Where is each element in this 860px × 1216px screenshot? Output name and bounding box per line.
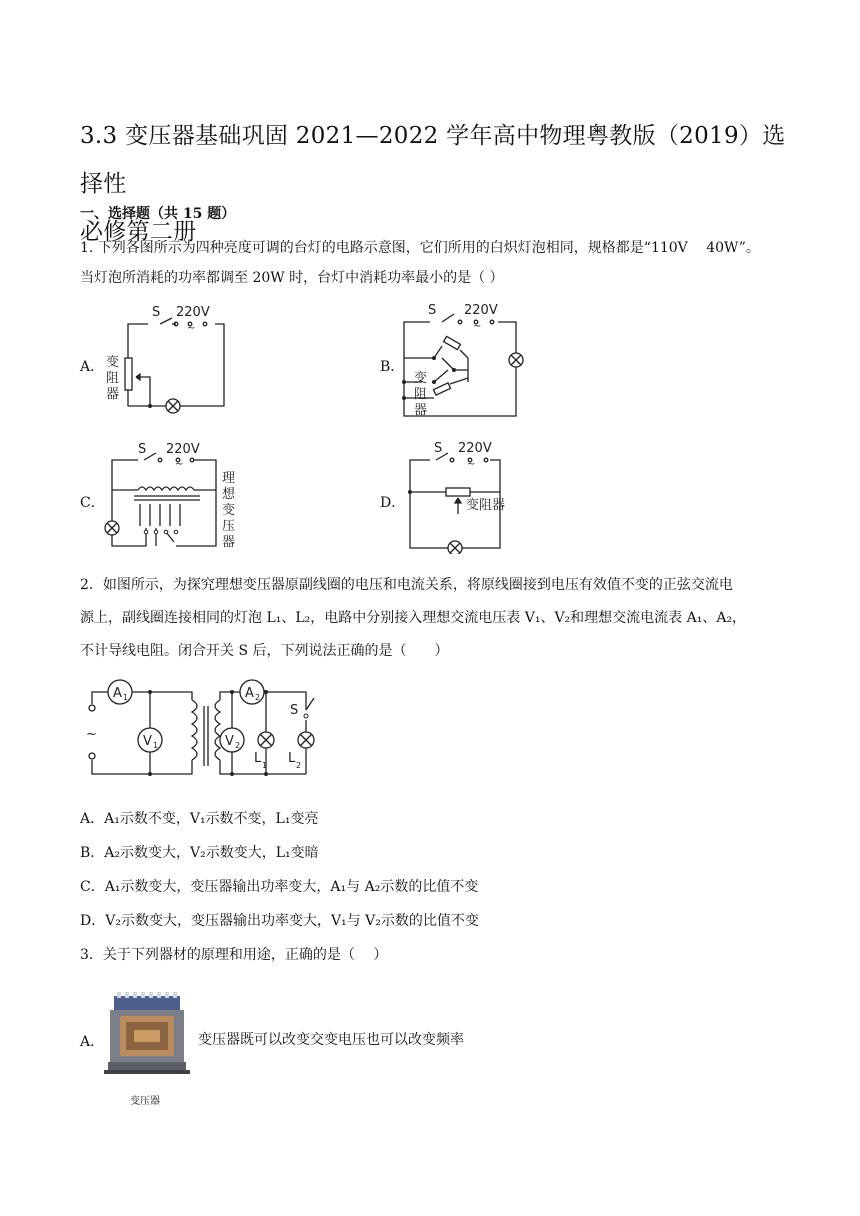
q2-circuit-diagram: [82, 676, 342, 796]
lamp-l2-subscript: 2: [296, 761, 302, 770]
transformer-photo: [104, 986, 194, 1086]
q1-option-c-label: C．: [80, 495, 105, 511]
circuit-c-ac-symbol: ~: [175, 459, 184, 470]
q1-stem-line-1: 1. 下列各图所示为四种亮度可调的台灯的电路示意图，它们所用的白炽灯泡相同，规格都是“110V 40W”。: [80, 240, 760, 256]
q1-option-d-label: D．: [380, 495, 406, 511]
q1-circuit-d: [400, 436, 530, 554]
q1-option-b-label: B．: [380, 359, 405, 375]
circuit-c-transformer-char-1: 理: [222, 471, 236, 486]
voltmeter-v1-label: V: [143, 734, 152, 749]
q2-option-b: B．A₂示数变大，V₂示数变大，L₁变暗: [80, 845, 319, 861]
q1-circuit-a: [100, 298, 230, 418]
section-heading: 一、选择题（共 15 题）: [80, 206, 236, 222]
circuit-d-ac-symbol: ~: [467, 459, 476, 470]
circuit-b-voltage-label: 220V: [464, 303, 498, 318]
lamp-l1-subscript: 1: [262, 761, 268, 770]
circuit-a-ac-symbol: ~: [187, 323, 196, 334]
q2-stem-line-3: 不计导线电阻。闭合开关 S 后，下列说法正确的是（ ）: [80, 643, 449, 659]
q1-stem-line-2: 当灯泡所消耗的功率都调至 20W 时，台灯中消耗功率最小的是（ ）: [80, 270, 504, 286]
ammeter-a1-subscript: 1: [123, 693, 129, 702]
circuit-d-voltage-label: 220V: [458, 441, 492, 456]
circuit-d-rheostat-label: 变阻器: [466, 498, 506, 513]
circuit-c-switch-label: S: [138, 442, 147, 457]
circuit-c-voltage-label: 220V: [166, 442, 200, 457]
q2-stem-line-2: 源上，副线圈连接相同的灯泡 L₁、L₂，电路中分别接入理想交流电压表 V₁、V₂和理想交流电流表 A₁、A₂，: [80, 610, 747, 626]
circuit-c-transformer-char-2: 想: [222, 487, 236, 502]
transformer-photo-caption: 变压器: [130, 1096, 160, 1107]
title-line-1: 3.3 变压器基础巩固 2021—2022 学年高中物理粤教版（2019）选择性: [80, 123, 786, 197]
voltmeter-v2-subscript: 2: [235, 741, 241, 750]
q2-option-a: A．A₁示数不变，V₁示数不变，L₁变亮: [80, 811, 319, 827]
circuit-c-transformer-char-5: 器: [222, 535, 236, 550]
q2-option-c: C．A₁示数变大，变压器输出功率变大，A₁与 A₂示数的比值不变: [80, 879, 479, 895]
circuit-b-switch-label: S: [428, 303, 437, 318]
circuit-b-rheostat-char-2: 阻: [414, 387, 428, 402]
q1-option-a-label: A．: [80, 359, 105, 375]
title-line-2: 必修第二册: [80, 219, 197, 245]
q2-stem-line-1: 2．如图所示，为探究理想变压器原副线圈的电压和电流关系，将原线圈接到电压有效值不变的正弦交流电: [80, 577, 733, 593]
q3-stem: 3．关于下列器材的原理和用途，正确的是（ ）: [80, 947, 388, 963]
switch-s-label: S: [290, 703, 299, 718]
circuit-b-rheostat-char-3: 器: [414, 403, 428, 418]
circuit-a-voltage-label: 220V: [176, 305, 210, 320]
voltmeter-v1-subscript: 1: [153, 741, 159, 750]
q3-option-a-text: 变压器既可以改变交变电压也可以改变频率: [198, 1032, 464, 1048]
ac-source-symbol: ~: [86, 727, 97, 742]
circuit-a-rheostat-char-3: 器: [106, 387, 120, 402]
circuit-a-rheostat-char-2: 阻: [106, 371, 120, 386]
lamp-l1-label: L: [254, 751, 262, 766]
circuit-b-ac-symbol: ~: [473, 321, 482, 332]
ammeter-a1-label: A: [113, 686, 122, 701]
circuit-a-rheostat-char-1: 变: [106, 355, 120, 370]
circuit-a-switch-label: S: [152, 305, 161, 320]
document-title: [80, 112, 800, 256]
q2-option-d: D．V₂示数变大，变压器输出功率变大，V₁与 V₂示数的比值不变: [80, 913, 479, 929]
ammeter-a2-subscript: 2: [255, 693, 261, 702]
voltmeter-v2-label: V: [225, 734, 234, 749]
q3-option-a-label: A．: [80, 1034, 105, 1050]
circuit-c-transformer-char-4: 压: [222, 519, 236, 534]
circuit-b-rheostat-char-1: 变: [414, 371, 428, 386]
q1-circuit-b: [398, 298, 528, 420]
q1-circuit-c: [100, 436, 245, 554]
ammeter-a2-label: A: [245, 686, 254, 701]
circuit-c-transformer-char-3: 变: [222, 503, 236, 518]
lamp-l2-label: L: [288, 751, 296, 766]
circuit-d-switch-label: S: [434, 441, 443, 456]
